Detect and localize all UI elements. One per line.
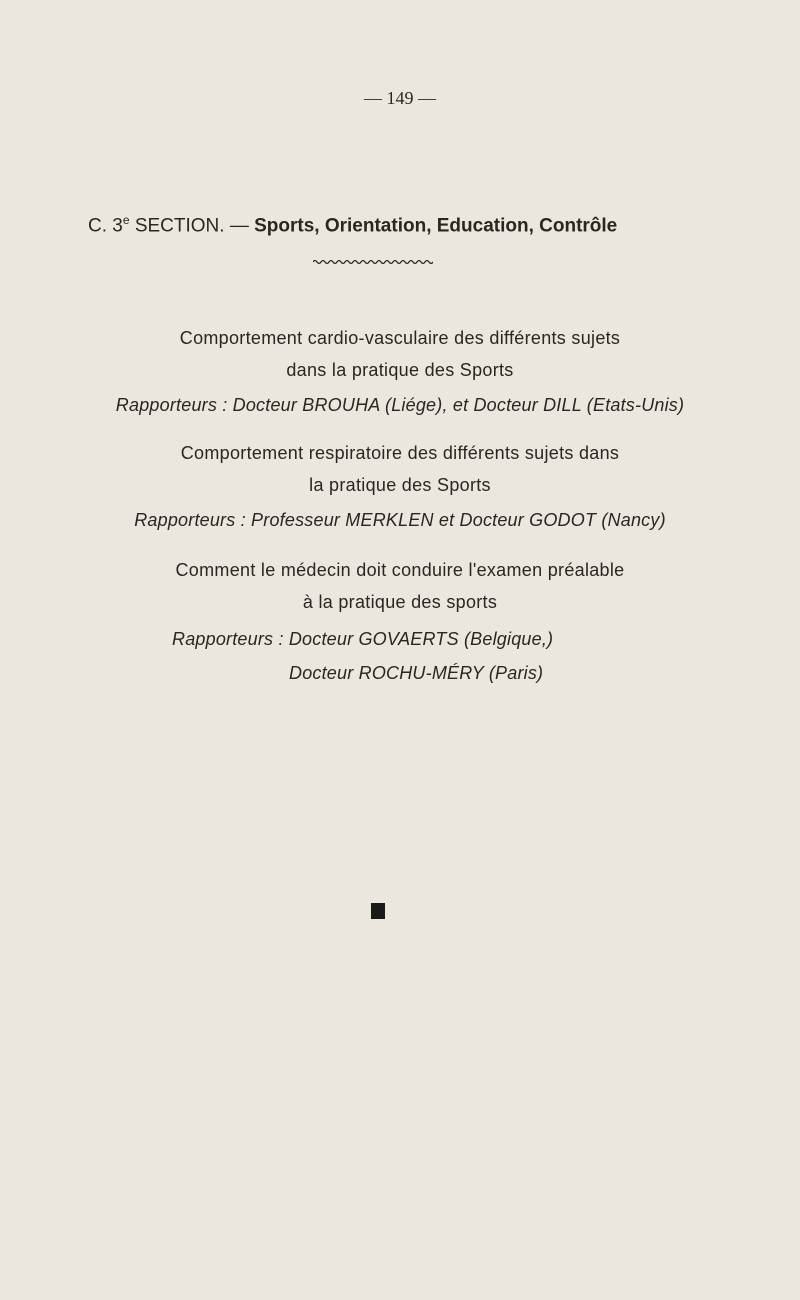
subject-line: Comportement respiratoire des différents sujets dans [180,443,620,463]
section-topic: Sports, Orientation, Education, Contrôle [254,215,618,237]
section-label: SECTION. — [129,215,255,237]
rapporteurs-line: Rapporteurs : Docteur BROUHA (Liége), et Docteur DILL (Etats-Unis) [115,395,685,415]
subject-line: Comportement cardio-vasculaire des différents sujets [179,328,621,348]
section-prefix: C. 3 [88,215,123,237]
report-subject-1 [0,322,800,386]
rapporteurs-line: Rapporteurs : Docteur GOVAERTS (Belgique,) [172,629,554,649]
section-heading [88,213,708,237]
report-subject-2 [0,437,800,501]
section-ordinal-suffix: e [122,213,130,227]
subject-line: Comment le médecin doit conduire l'examen préalable [175,560,625,580]
end-of-section-mark [371,903,385,919]
page-number: — 149 — [364,88,436,108]
ornament-divider [313,258,433,266]
report-rapporteurs-2 [0,510,800,531]
subject-line: dans la pratique des Sports [286,360,514,380]
report-rapporteurs-1 [0,395,800,416]
subject-line: la pratique des Sports [309,475,491,495]
subject-line: à la pratique des sports [302,592,498,612]
rapporteurs-line: Docteur ROCHU-MÉRY (Paris) [289,663,544,683]
report-subject-3 [0,554,800,618]
rapporteurs-line: Rapporteurs : Professeur MERKLEN et Docteur GODOT (Nancy) [134,510,666,530]
